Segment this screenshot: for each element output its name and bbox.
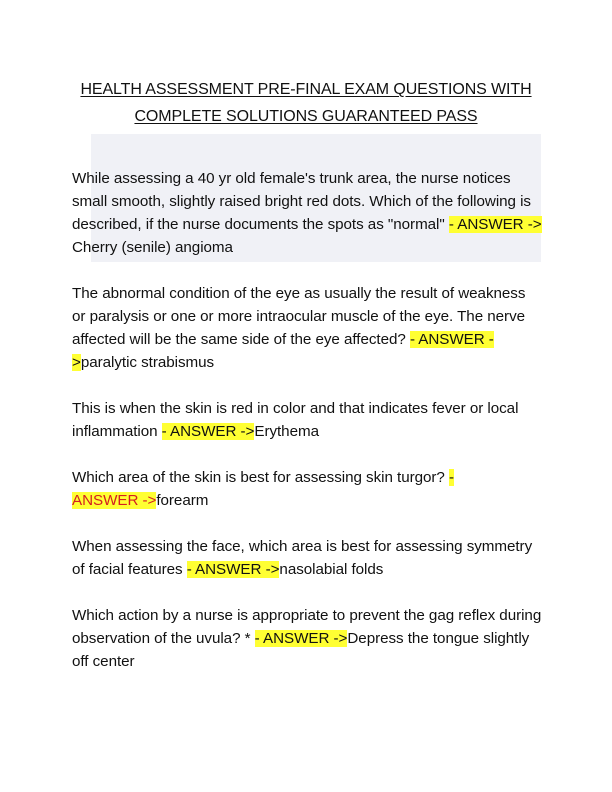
answer-text: Depress the tongue slightly off center <box>72 630 530 670</box>
qa-item-1 <box>72 167 542 259</box>
qa-item-4 <box>72 466 542 512</box>
question-text: This is when the skin is red in color and that indicates fever or local inflammation <box>72 400 519 440</box>
question-text: The abnormal condition of the eye as usually the result of weakness or paralysis or one or more intraocular muscle of the eye. The nerve affected will be the same side of the eye affected? <box>72 285 526 348</box>
qa-list <box>72 167 542 696</box>
qa-item-5 <box>72 535 542 581</box>
answer-marker: - ANSWER -> <box>161 423 255 440</box>
answer-text: Erythema <box>254 423 319 440</box>
answer-text: paralytic strabismus <box>80 354 215 371</box>
answer-text: forearm <box>156 492 209 509</box>
qa-item-2 <box>72 282 542 374</box>
qa-item-6 <box>72 604 542 673</box>
document-title <box>60 76 552 130</box>
question-text: Which area of the skin is best for assessing skin turgor? <box>72 469 449 486</box>
answer-text: Cherry (senile) angioma <box>72 239 233 256</box>
question-text: Which action by a nurse is appropriate to prevent the gag reflex during observation of the uvula? * <box>72 607 542 647</box>
title-line-2: COMPLETE SOLUTIONS GUARANTEED PASS <box>134 108 478 125</box>
answer-marker: ANSWER -> <box>72 492 157 509</box>
answer-marker-dash: - <box>448 469 454 486</box>
title-line-1: HEALTH ASSESSMENT PRE-FINAL EXAM QUESTIONS WITH <box>80 81 532 98</box>
answer-marker: - ANSWER -> <box>254 630 348 647</box>
qa-item-3 <box>72 397 542 443</box>
answer-marker: - ANSWER -> <box>448 216 542 233</box>
answer-text: nasolabial folds <box>279 561 384 578</box>
answer-marker: - ANSWER -> <box>186 561 280 578</box>
question-text: While assessing a 40 yr old female's trunk area, the nurse notices small smooth, slightly raised bright red dots. Which of the following is described, if the nurse documents the spots as "normal" <box>72 170 531 233</box>
question-text: When assessing the face, which area is best for assessing symmetry of facial features <box>72 538 533 578</box>
answer-marker: - ANSWER -> <box>72 331 494 371</box>
